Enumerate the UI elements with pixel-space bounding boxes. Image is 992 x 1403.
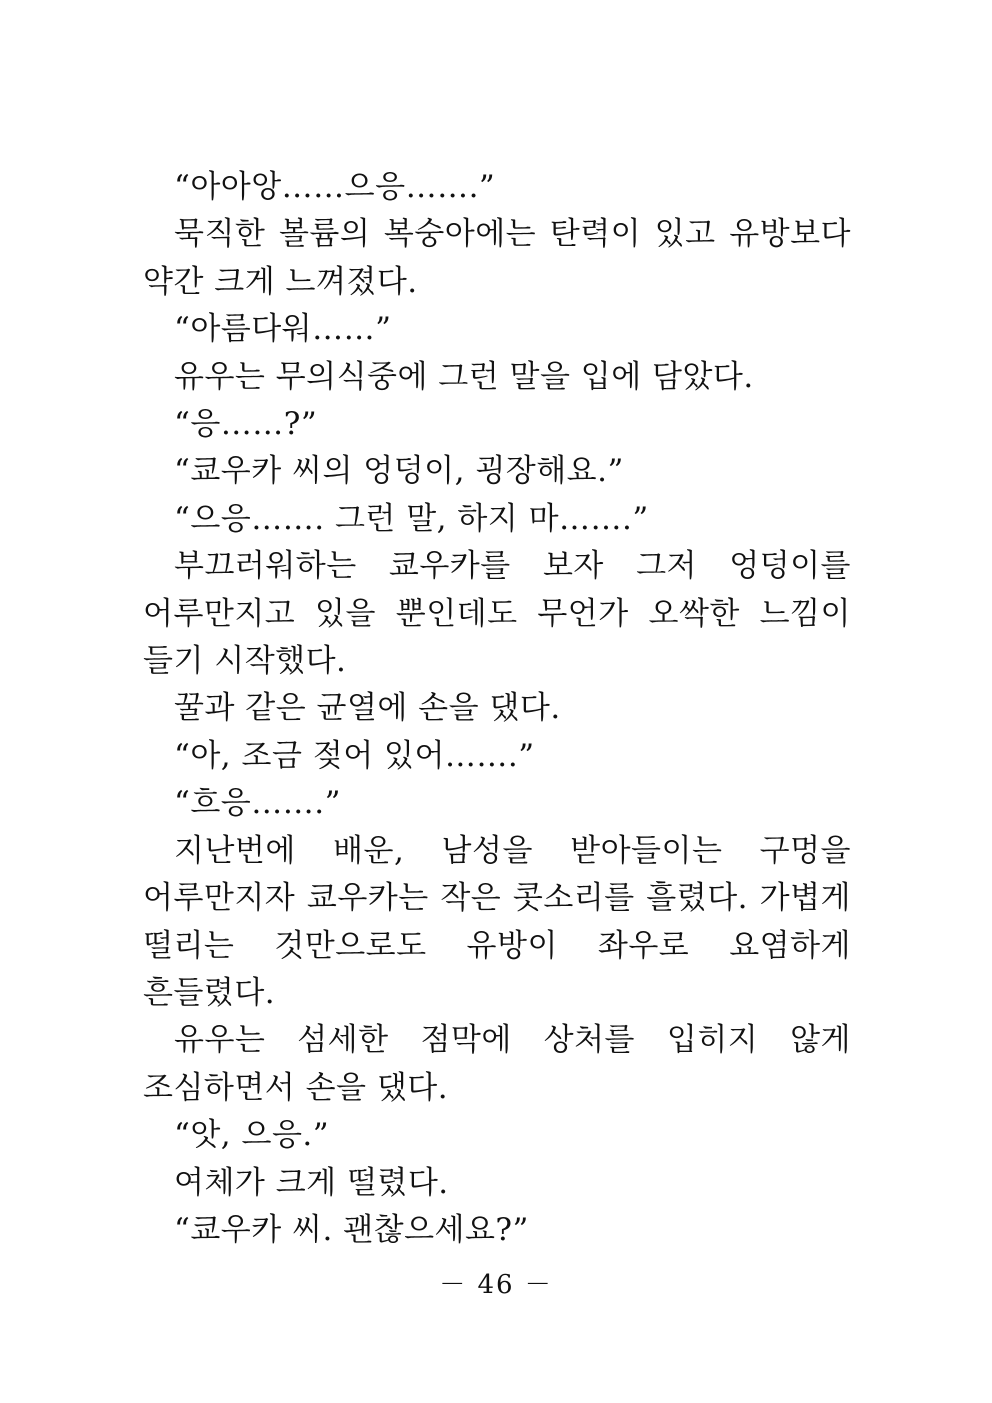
body-text bbox=[143, 164, 851, 1254]
paragraph: “아, 조금 젖어 있어…….” bbox=[174, 737, 535, 774]
paragraph: “흐응…….” bbox=[174, 785, 341, 822]
paragraph: “아아앙……으응…….” bbox=[174, 169, 496, 205]
paragraph: “으응……. 그런 말, 하지 마…….” bbox=[174, 500, 649, 537]
paragraph: “쿄우카 씨. 괜찮으세요?” bbox=[174, 1211, 529, 1248]
paragraph: 유우는 섬세한 점막에 상처를 입히지 않게 조심하면서 손을 댔다. bbox=[143, 1022, 851, 1106]
paragraph: 여체가 크게 떨렸다. bbox=[174, 1164, 449, 1201]
paragraph: 부끄러워하는 쿄우카를 보자 그저 엉덩이를 어루만지고 있을 뿐인데도 무언가 오싹한 느낌이 들기 시작했다. bbox=[143, 548, 851, 680]
paragraph: “응……?” bbox=[174, 406, 318, 443]
paragraph: 꿀과 같은 균열에 손을 댔다. bbox=[174, 690, 561, 727]
paragraph: “쿄우카 씨의 엉덩이, 굉장해요.” bbox=[174, 453, 624, 490]
paragraph: 지난번에 배운, 남성을 받아들이는 구멍을 어루만지자 쿄우카는 작은 콧소리를 흘렸다. 가볍게 떨리는 것만으로도 유방이 좌우로 요염하게 흔들렸다. bbox=[143, 832, 851, 1011]
page-number: － 46 － bbox=[439, 1270, 553, 1300]
paragraph: 유우는 무의식중에 그런 말을 입에 담았다. bbox=[174, 358, 754, 395]
paragraph: “앗, 으응.” bbox=[174, 1117, 330, 1154]
paragraph: 묵직한 볼륨의 복숭아에는 탄력이 있고 유방보다 약간 크게 느껴졌다. bbox=[143, 216, 851, 300]
paragraph: “아름다워……” bbox=[174, 311, 392, 348]
